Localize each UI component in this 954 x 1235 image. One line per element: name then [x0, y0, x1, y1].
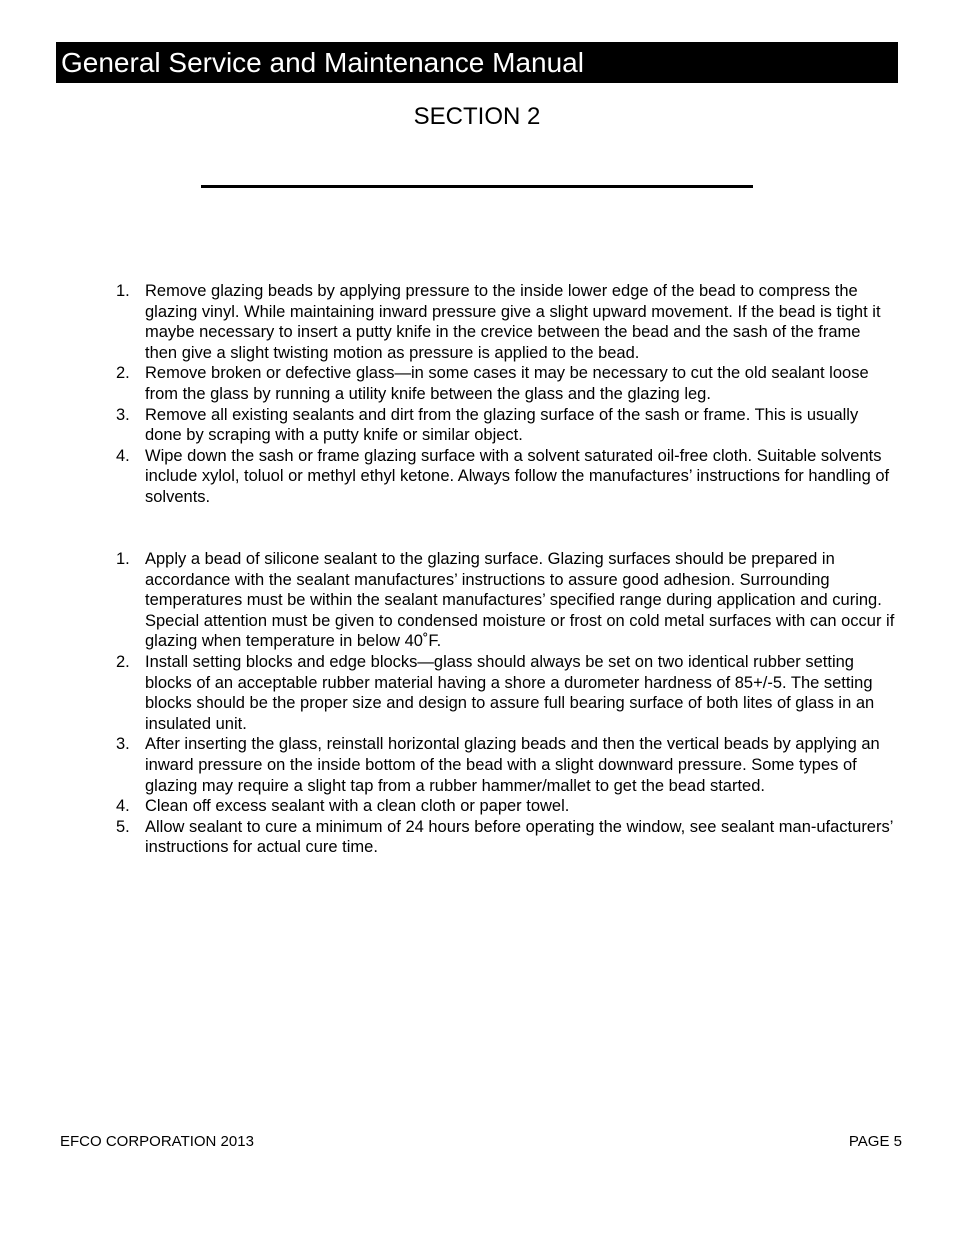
step-text: Remove glazing beads by applying pressure to the inside lower edge of the bead to compress the glazing vinyl. While maintaining inward pressure give a slight upward movement. If the bead is tight it maybe necessary to insert a putty knife in the crevice between the bead and the sash of the frame then give a slight twisting motion as pressure is applied to the bead.: [145, 282, 881, 362]
step-text: Allow sealant to cure a minimum of 24 hours before operating the window, see sealant man-ufacturers’ instructions for actual cure time.: [145, 817, 893, 857]
step-number: 4.: [116, 446, 130, 465]
list-item: [0, 363, 895, 404]
step-number: 3.: [116, 735, 130, 754]
list-item: [0, 549, 895, 652]
list-item: [0, 446, 895, 508]
list-item: [0, 734, 895, 796]
step-number: 1.: [116, 282, 130, 300]
step-number: 2.: [116, 652, 130, 671]
step-text: Wipe down the sash or frame glazing surface with a solvent saturated oil-free cloth. Suitable solvents include xylol, toluol or methyl ethyl ketone. Always follow the manufactures’ instructions for handling of solvents.: [145, 446, 890, 506]
step-number: 1.: [116, 550, 130, 568]
footer-page-number: PAGE 5: [848, 1133, 902, 1150]
step-text: Apply a bead of silicone sealant to the glazing surface. Glazing surfaces should be prepared in accordance with the sealant manufactures’ instructions to assure good adhesion. Surrounding temperatures must be within the sealant manufactures’ specified range during application and curing. Special attention must be given to condensed moisture or frost on cold metal surfaces with can occur if glazing when temperature in below 40˚F.: [145, 550, 895, 651]
section-title: SECTION 2: [413, 103, 541, 130]
header-bar: [56, 42, 898, 83]
list-item: [0, 652, 895, 734]
list-item: [0, 817, 895, 858]
step-number: 2.: [116, 364, 130, 383]
step-text: Remove all existing sealants and dirt from the glazing surface of the sash or frame. This is usually done by scraping with a putty knife or similar object.: [145, 405, 859, 445]
step-number: 4.: [116, 797, 130, 816]
step-number: 3.: [116, 405, 130, 424]
glass-installation-steps: [0, 549, 954, 858]
step-text: Clean off excess sealant with a clean cloth or paper towel.: [145, 797, 570, 816]
step-text: After inserting the glass, reinstall horizontal glazing beads and then the vertical beads by applying an inward pressure on the inside bottom of the bead with a slight downward pressure. Some types of glazing may require a slight tap from a rubber hammer/mallet to get the bead started.: [145, 735, 880, 795]
step-text: Install setting blocks and edge blocks—glass should always be set on two identical rubber setting blocks of an acceptable rubber material having a shore a durometer hardness of 85+/-5. The setting blocks should be the proper size and design to assure full bearing surface of both lites of glass in an insulated unit.: [145, 652, 875, 733]
glass-removal-steps: [0, 281, 954, 508]
list-item: [0, 281, 895, 363]
footer-company: EFCO CORPORATION 2013: [60, 1133, 254, 1150]
manual-title: General Service and Maintenance Manual: [61, 47, 584, 78]
step-number: 5.: [116, 817, 130, 836]
list-item: [0, 405, 895, 446]
list-item: [0, 796, 895, 817]
section-divider: [201, 185, 753, 188]
step-text: Remove broken or defective glass—in some cases it may be necessary to cut the old sealant loose from the glass by running a utility knife between the glass and the glazing leg.: [145, 364, 869, 403]
